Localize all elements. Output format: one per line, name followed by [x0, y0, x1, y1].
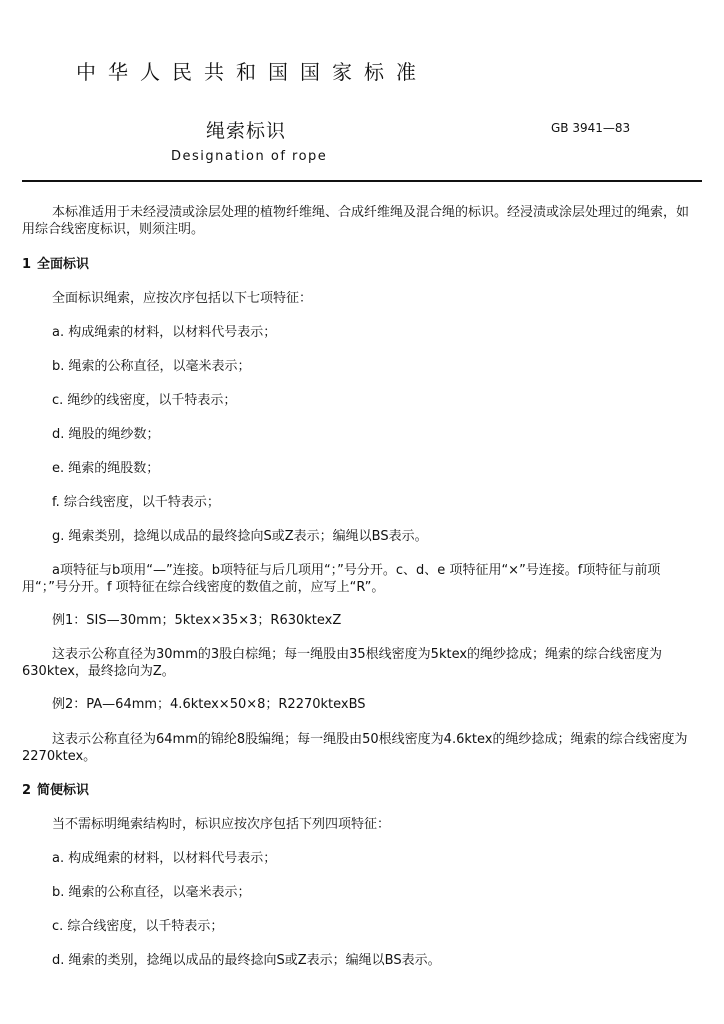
document-title-english: Designation of rope [171, 149, 328, 164]
section-2-item-d: d. 绳索的类别，捻绳以成品的最终捻向S或Z表示；编绳以BS表示。 [52, 953, 441, 968]
section-1-number: 1 [22, 257, 32, 272]
national-standard-header: 中华人民共和国国家标准 [76, 60, 428, 84]
example-1: 例1：SIS—30mm；5ktex×35×3；R630ktexZ [52, 613, 342, 628]
section-1-item-c: c. 绳纱的线密度，以千特表示； [52, 393, 237, 408]
section-2-item-b: b. 绳索的公称直径，以毫米表示； [52, 885, 251, 900]
standard-code: GB 3941—83 [551, 121, 631, 135]
section-2-heading [22, 782, 89, 799]
connection-rule-paragraph: a项特征与b项用“—”连接。b项特征与后几项用“；”号分开。c、d、e 项特征用“×”号连接。f项特征与前项用“；”号分开。f 项特征在综合线密度的数值之前，应写上“R”。 [22, 563, 661, 595]
section-2-item-c: c. 综合线密度，以千特表示； [52, 919, 224, 934]
example-2: 例2：PA—64mm；4.6ktex×50×8；R2270ktexBS [52, 697, 366, 712]
section-1-item-f: f. 综合线密度，以千特表示； [52, 495, 220, 510]
example-1-description: 这表示公称直径为30mm的3股白棕绳；每一绳股由35根线密度为5ktex的绳纱捻成；绳索的综合线密度为630ktex，最终捻向为Z。 [22, 647, 663, 679]
section-1-lead: 全面标识绳索，应按次序包括以下七项特征： [52, 291, 313, 306]
section-2-number: 2 [22, 783, 32, 798]
intro-paragraph: 本标准适用于未经浸渍或涂层处理的植物纤维绳、合成纤维绳及混合绳的标识。经浸渍或涂层处理过的绳索，如用综合线密度标识，则须注明。 [22, 205, 690, 237]
section-2-title: 简便标识 [37, 783, 90, 798]
section-2-item-a: a. 构成绳索的材料，以材料代号表示； [52, 851, 277, 866]
section-2-lead: 当不需标明绳索结构时，标识应按次序包括下列四项特征： [52, 817, 391, 832]
example-2-description: 这表示公称直径为64mm的锦纶8股编绳；每一绳股由50根线密度为4.6ktex的绳纱捻成；绳索的综合线密度为2270ktex。 [22, 732, 688, 764]
section-1-item-a: a. 构成绳索的材料，以材料代号表示； [52, 325, 277, 340]
section-1-item-g: g. 绳索类别，捻绳以成品的最终捻向S或Z表示；编绳以BS表示。 [52, 529, 428, 544]
section-1-item-d: d. 绳股的绳纱数； [52, 427, 160, 442]
header-divider [22, 180, 702, 182]
section-1-heading [22, 256, 89, 273]
section-1-item-b: b. 绳索的公称直径，以毫米表示； [52, 359, 251, 374]
document-title: 绳索标识 [206, 120, 287, 142]
section-1-item-e: e. 绳索的绳股数； [52, 461, 160, 476]
section-1-title: 全面标识 [37, 257, 90, 272]
